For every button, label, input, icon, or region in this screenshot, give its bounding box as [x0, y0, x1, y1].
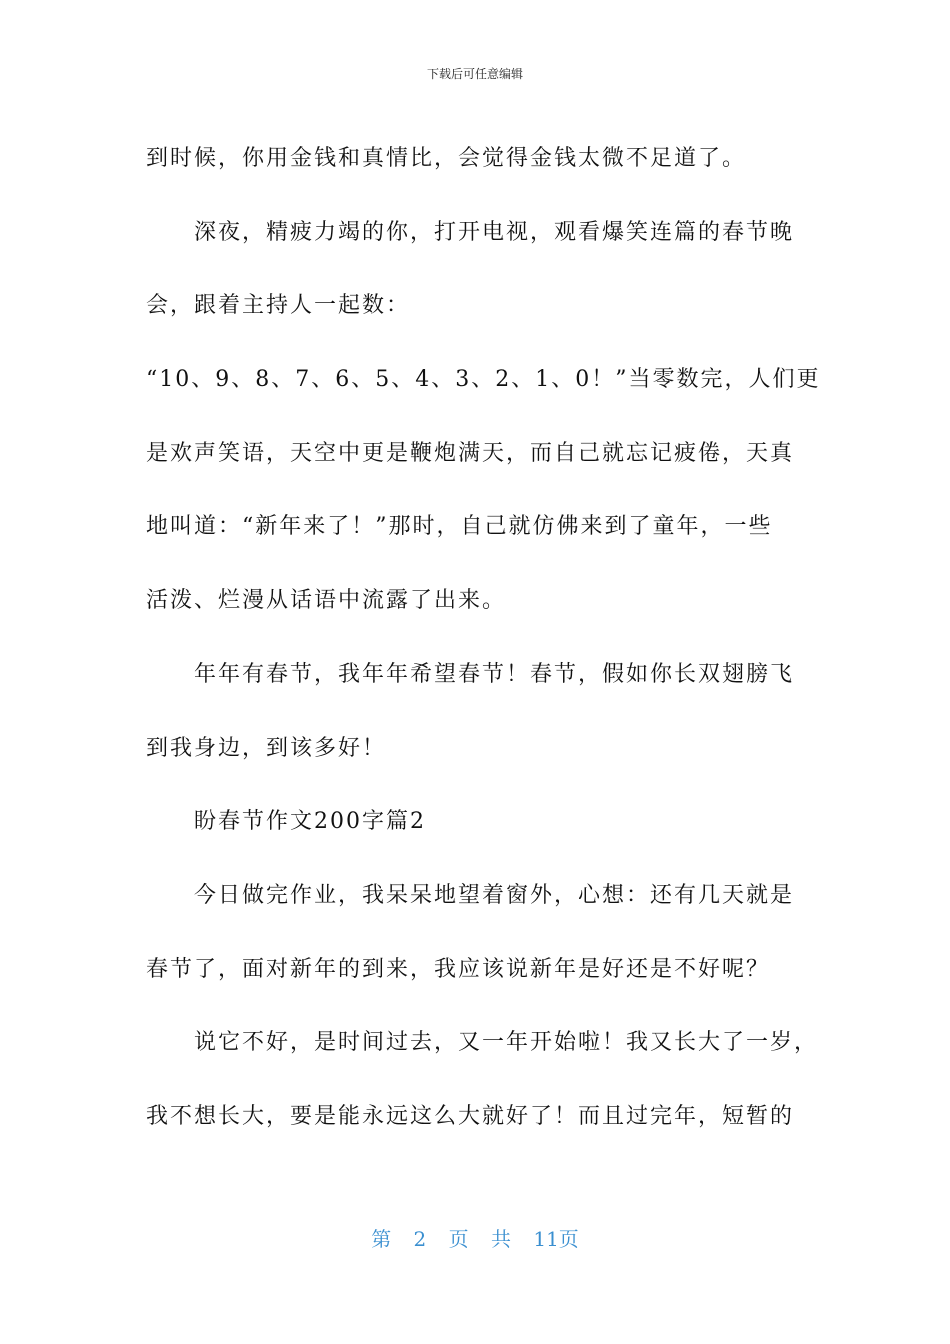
text-line: 是欢声笑语，天空中更是鞭炮满天，而自己就忘记疲倦，天真	[146, 440, 795, 466]
page-number-footer	[0, 1226, 950, 1252]
text-line: 我不想长大，要是能永远这么大就好了！而且过完年，短暂的	[146, 1103, 795, 1129]
footer-label-di: 第	[371, 1227, 392, 1251]
text-line: 年年有春节，我年年希望春节！春节，假如你长双翅膀飞	[194, 661, 795, 687]
text-line: 到时候，你用金钱和真情比，会觉得金钱太微不足道了。	[146, 146, 747, 171]
text-line: 深夜，精疲力竭的你，打开电视，观看爆笑连篇的春节晚	[194, 219, 795, 245]
text-line: 地叫道：“新年来了！”那时，自己就仿佛来到了童年，一些	[146, 514, 773, 540]
text-line: “10、9、8、7、6、5、4、3、2、1、0！”当零数完，人们更	[146, 367, 821, 393]
footer-total-pages: 11页	[533, 1227, 579, 1251]
footer-current-page: 2	[413, 1227, 427, 1251]
text-line: 会，跟着主持人一起数：	[146, 293, 411, 319]
document-body	[146, 122, 826, 1154]
text-line: 活泼、烂漫从话语中流露了出来。	[146, 588, 507, 614]
text-line: 说它不好，是时间过去，又一年开始啦！我又长大了一岁，	[194, 1030, 819, 1056]
footer-label-ye: 页	[448, 1227, 469, 1251]
text-line: 今日做完作业，我呆呆地望着窗外，心想：还有几天就是	[194, 882, 795, 908]
section-heading: 盼春节作文200字篇2	[194, 809, 426, 835]
footer-label-gong: 共	[491, 1227, 511, 1251]
page-header: 下载后可任意编辑	[426, 67, 523, 81]
text-line: 春节了，面对新年的到来，我应该说新年是好还是不好呢？	[146, 956, 771, 982]
text-line: 到我身边，到该多好！	[146, 735, 387, 761]
